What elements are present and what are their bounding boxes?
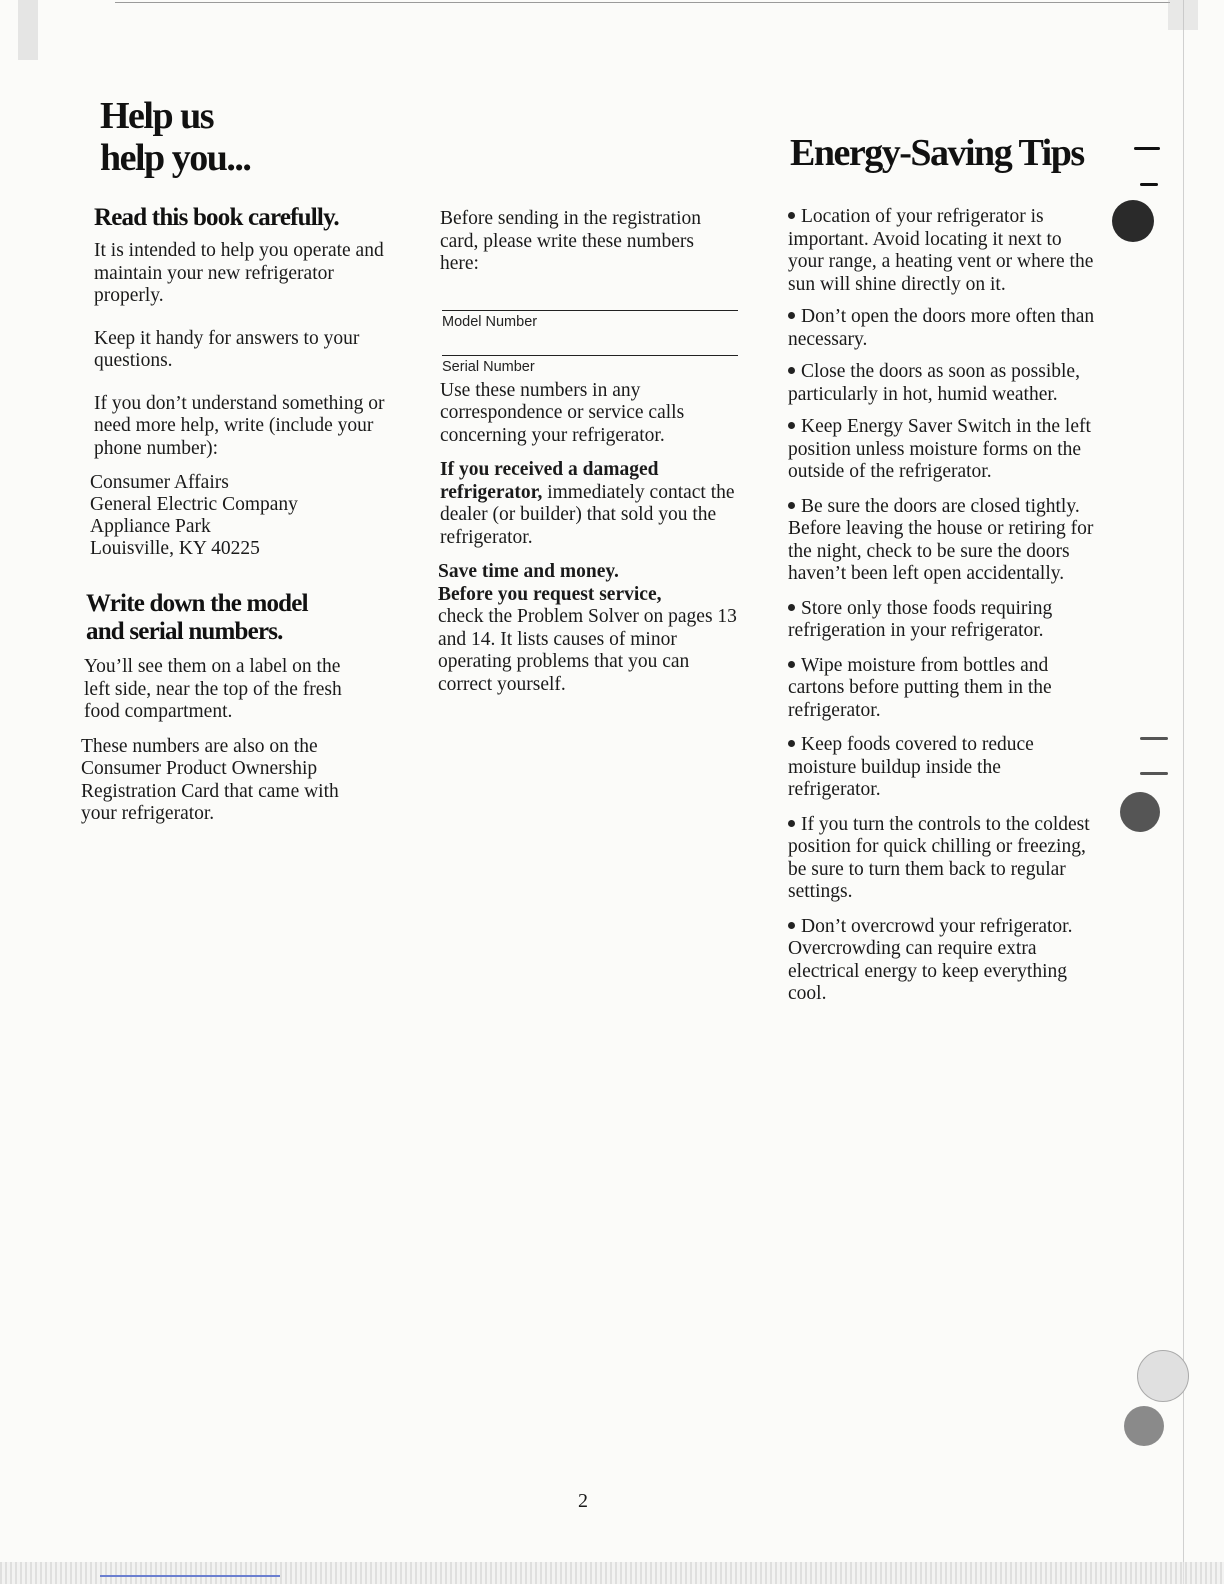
- damaged-paragraph: [440, 459, 738, 549]
- tip-text: Close the doors as soon as possible, particularly in hot, humid weather.: [788, 361, 1080, 405]
- write-paragraph-1: You’ll see them on a label on the left side, near the top of the fresh food compartment.: [84, 656, 342, 722]
- page-title-line1: Help us: [100, 95, 214, 137]
- scan-artifact: [1168, 0, 1198, 30]
- tip-item: [788, 206, 1096, 296]
- tip-item: [788, 814, 1096, 904]
- bullet-icon: [788, 922, 795, 929]
- right-column: [788, 206, 1096, 1006]
- tips-list: [788, 206, 1096, 1006]
- address-line: General Electric Company: [90, 494, 298, 515]
- tab-mark: [1140, 772, 1168, 775]
- model-number-label: Model Number: [442, 313, 538, 330]
- read-paragraph-1: It is intended to help you operate and maintain your new refrigerator properly.: [94, 240, 384, 306]
- tip-item: [788, 416, 1096, 484]
- tip-text: Keep Energy Saver Switch in the left position unless moisture forms on the outside of the refrigerator.: [788, 416, 1091, 482]
- tip-item: [788, 916, 1096, 1006]
- tip-text: Keep foods covered to reduce moisture buildup inside the refrigerator.: [788, 734, 1034, 800]
- bullet-icon: [788, 212, 795, 219]
- page-edge-shadow: [1183, 0, 1184, 1584]
- bullet-icon: [788, 502, 795, 509]
- serial-number-field: [442, 355, 738, 376]
- address-line: Consumer Affairs: [90, 472, 229, 493]
- write-paragraph-2: These numbers are also on the Consumer Product Ownership Registration Card that came with your refrigerator.: [81, 735, 339, 824]
- address-line: Louisville, KY 40225: [90, 538, 260, 559]
- energy-title: Energy-Saving Tips: [790, 132, 1084, 174]
- tip-item: [788, 655, 1096, 723]
- bullet-icon: [788, 367, 795, 374]
- damaged-text: immediately contact the dealer (or builder) that sold you the refrigerator.: [440, 481, 735, 548]
- binder-hole: [1112, 200, 1154, 242]
- tab-mark: [1140, 183, 1158, 186]
- bullet-icon: [788, 820, 795, 827]
- write-heading-line2: and serial numbers.: [86, 618, 283, 645]
- tab-mark: [1134, 147, 1160, 150]
- use-numbers-paragraph: Use these numbers in any correspondence or service calls concerning your refrigerator.: [440, 379, 685, 446]
- read-paragraph-3: If you don’t understand something or need more help, write (include your phone number):: [94, 392, 385, 459]
- tip-text: Don’t open the doors more often than necessary.: [788, 306, 1095, 350]
- binder-hole: [1120, 792, 1160, 832]
- serial-number-label: Serial Number: [442, 358, 535, 375]
- write-heading-line1: Write down the model: [86, 590, 308, 617]
- tip-item: [788, 734, 1096, 802]
- address-line: Appliance Park: [90, 516, 211, 537]
- tip-item: [788, 306, 1096, 351]
- bottom-mark: [100, 1575, 280, 1577]
- save-paragraph: [438, 561, 738, 696]
- bullet-icon: [788, 604, 795, 611]
- tip-item: [788, 361, 1096, 406]
- tip-item: [788, 598, 1096, 643]
- tip-text: Wipe moisture from bottles and cartons before putting them in the refrigerator.: [788, 654, 1052, 721]
- mailing-address: [90, 472, 394, 560]
- scan-bottom-strip: [0, 1562, 1224, 1584]
- left-column: [81, 204, 394, 826]
- binder-hole: [1137, 1350, 1189, 1402]
- scan-artifact: [18, 0, 38, 60]
- write-heading: [86, 590, 394, 646]
- tip-text: Be sure the doors are closed tightly. Before leaving the house or retiring for the night, check to be sure the doors haven’t been left open accidentally.: [788, 495, 1094, 584]
- save-text: check the Problem Solver on pages 13 and 14. It lists causes of minor operating problems that you can correct yourself.: [438, 606, 737, 695]
- model-number-field: [442, 310, 738, 331]
- binder-hole: [1124, 1406, 1164, 1446]
- bullet-icon: [788, 312, 795, 319]
- page-title: [100, 95, 250, 179]
- registration-intro: Before sending in the registration card, please write these numbers here:: [440, 208, 702, 274]
- bullet-icon: [788, 661, 795, 668]
- tip-text: Don’t overcrowd your refrigerator. Overcrowding can require extra electrical energy to keep everything cool.: [788, 915, 1073, 1004]
- page-number: 2: [578, 1490, 588, 1512]
- tip-text: Store only those foods requiring refrigeration in your refrigerator.: [788, 597, 1053, 641]
- top-rule: [115, 2, 1170, 3]
- read-paragraph-2: Keep it handy for answers to your questions.: [94, 327, 360, 371]
- middle-column: [440, 208, 740, 696]
- damaged-bold: If you received a damaged refrigerator,: [440, 459, 659, 503]
- tip-text: If you turn the controls to the coldest position for quick chilling or freezing, be sure to turn them back to regular settings.: [788, 813, 1090, 902]
- bullet-icon: [788, 422, 795, 429]
- save-bold-2: Before you request service,: [438, 583, 662, 605]
- tab-mark: [1140, 737, 1168, 740]
- tip-text: Location of your refrigerator is important. Avoid locating it next to your range, a heating vent or where the sun will shine directly on it.: [788, 206, 1094, 295]
- read-heading: Read this book carefully.: [94, 204, 339, 231]
- tip-item: [788, 496, 1096, 586]
- save-bold-1: Save time and money.: [438, 561, 619, 582]
- page-title-line2: help you...: [100, 137, 251, 179]
- bullet-icon: [788, 740, 795, 747]
